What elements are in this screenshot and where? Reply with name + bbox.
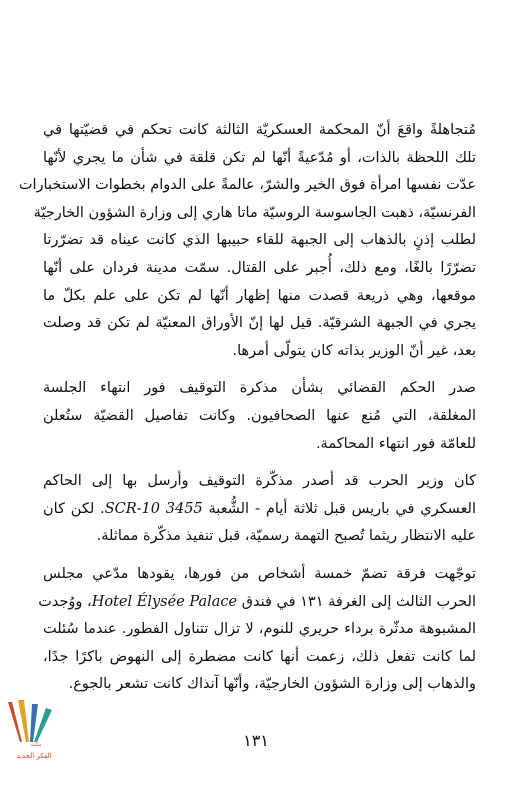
text-line: يجري في الجبهة الشرقيّة. قيل لها إنّ الأوراق المعنيّة لم تكن قد وصلت: [43, 315, 476, 332]
text-line: بعد، غير أنّ الوزير بذاته كان يتولّى أمرها.: [232, 342, 476, 359]
text-line: توجّهت فرقة تضمّ خمسة أشخاص من فورها، يقودها مدّعي مجلس: [43, 565, 476, 582]
paragraph-1: [18, 117, 476, 365]
paragraph-2: [43, 375, 476, 458]
text-line: المشبوهة مدثّرة برداء حريري للنوم، لا تزال تتناول الفطور. عندما سُئلت: [43, 621, 476, 638]
publisher-logo-icon: [2, 698, 62, 758]
text-line: صدر الحكم القضائي بشأن مذكرة التوقيف فور انتهاء الجلسة: [43, 380, 476, 397]
publisher-logo-top-label: مكتبة: [30, 742, 42, 748]
text-line: والذهاب إلى وزارة الشؤون الخارجيّة، وأنّها آنذاك كانت تشعر بالجوع.: [68, 676, 476, 693]
text-line: الحرب الثالث إلى الغرفة ١٣١ في فندق Hotel Élysée Palace، ووُجدت: [38, 593, 476, 610]
body-text: [18, 117, 477, 699]
text-line: عليه الانتظار ريثما تُصبح التهمة رسميّة، قبل تنفيذ مذكّرة مماثلة.: [96, 528, 476, 545]
text-line: تلك اللحظة بالذات، أو مُدّعيةً أنّها لم تكن قلقة في شأن ما يجري لأنّها: [43, 149, 476, 166]
text-line: تضرّرًا بالغًا، ومع ذلك، أُجبر على القتال. سمّت مدينة فردان على أنّها: [43, 259, 476, 276]
page-number: ١٣١: [243, 731, 269, 750]
text-line: الفرنسيّة، ذهبت الجاسوسة الروسيّة ماتا هاري إلى وزارة الشؤون الخارجيّة: [33, 204, 476, 221]
text-line: للعامّة فور انتهاء المحاكمة.: [315, 435, 476, 452]
text-line: كان وزير الحرب قد أصدر مذكّرة التوقيف وأرسل بها إلى الحاكم: [43, 473, 476, 490]
text-line: العسكري في باريس قبل ثلاثة أيام - الشُّعبة SCR-10 3455. لكن كان: [43, 500, 477, 517]
paragraph-3: [43, 468, 476, 551]
text-line: مُتجاهلةً واقعَ أنّ المحكمة العسكريّة الثالثة كانت تحكم في قضيّتها في: [43, 122, 476, 138]
text-line: لما كانت تفعل ذلك، زعمت أنها كانت مضطرة إلى النهوض باكرًا جدًا،: [43, 648, 476, 665]
text-line: المغلقة، التي مُنع عنها الصحافيون. وكانت تفاصيل القضيّة ستُعلن: [43, 407, 476, 424]
text-line: موقعها، وهي ذريعة قصدت منها إظهار أنّها لم تكن على علم بكلّ ما: [43, 287, 476, 304]
latin-text: Hotel Élysée Palace: [91, 593, 238, 610]
paragraph-4: [38, 561, 476, 699]
text-line: لطلب إذنٍ بالذهاب إلى الجبهة للقاء حبيبها الذي كانت عيناه قد تضرّرتا: [43, 232, 476, 249]
text-line: عدّت نفسها امرأة فوق الخير والشرّ، عالمةً على الدوام بخطوات الاستخبارات: [18, 177, 476, 194]
latin-text: SCR-10 3455: [104, 500, 203, 517]
publisher-logo-label: الفكر الجديد: [16, 752, 52, 760]
